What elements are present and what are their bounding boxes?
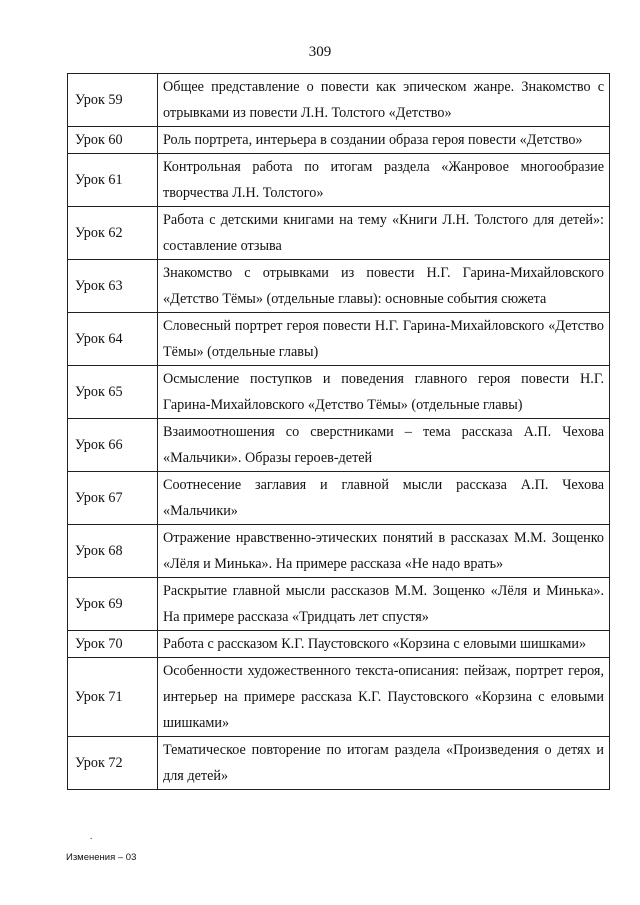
lesson-topic: Словесный портрет героя повести Н.Г. Гарина-Михайловского «Детство Тёмы» (отдельные главы) [158,313,610,366]
lesson-topic: Осмысление поступков и поведения главного героя повести Н.Г. Гарина-Михайловского «Детство Тёмы» (отдельные главы) [158,366,610,419]
page-number: 309 [308,44,332,60]
lesson-topic: Контрольная работа по итогам раздела «Жанровое многообразие творчества Л.Н. Толстого» [158,154,610,207]
table-row [68,154,610,207]
lesson-number: Урок 68 [68,525,158,578]
lesson-number: Урок 67 [68,472,158,525]
lesson-topic: Тематическое повторение по итогам раздела «Произведения о детях и для детей» [158,737,610,790]
lesson-topic: Знакомство с отрывками из повести Н.Г. Гарина-Михайловского «Детство Тёмы» (отдельные главы): основные события сюжета [158,260,610,313]
lesson-number: Урок 59 [68,74,158,127]
table-row [68,127,610,154]
lesson-topic: Отражение нравственно-этических понятий в рассказах М.М. Зощенко «Лёля и Минька». На примере рассказа «Не надо врать» [158,525,610,578]
lesson-number: Урок 64 [68,313,158,366]
lesson-topic: Раскрытие главной мысли рассказов М.М. Зощенко «Лёля и Минька». На примере рассказа «Тридцать лет спустя» [158,578,610,631]
lesson-number: Урок 63 [68,260,158,313]
lesson-number: Урок 62 [68,207,158,260]
lesson-plan-table [67,73,610,790]
lesson-topic: Соотнесение заглавия и главной мысли рассказа А.П. Чехова «Мальчики» [158,472,610,525]
lesson-topic: Работа с детскими книгами на тему «Книги Л.Н. Толстого для детей»: составление отзыва [158,207,610,260]
table-row [68,658,610,737]
lesson-topic: Работа с рассказом К.Г. Паустовского «Корзина с еловыми шишками» [158,631,610,658]
lesson-number: Урок 65 [68,366,158,419]
lesson-topic: Взаимоотношения со сверстниками – тема рассказа А.П. Чехова «Мальчики». Образы героев-детей [158,419,610,472]
lesson-topic: Роль портрета, интерьера в создании образа героя повести «Детство» [158,127,610,154]
table-row [68,419,610,472]
table-row [68,366,610,419]
table-row [68,207,610,260]
table-row [68,260,610,313]
lesson-topic: Общее представление о повести как эпическом жанре. Знакомство с отрывками из повести Л.Н. Толстого «Детство» [158,74,610,127]
lesson-number: Урок 70 [68,631,158,658]
lesson-number: Урок 71 [68,658,158,737]
table-row [68,578,610,631]
lesson-number: Урок 72 [68,737,158,790]
table-row [68,472,610,525]
table-row [68,74,610,127]
lesson-number: Урок 66 [68,419,158,472]
lesson-number: Урок 61 [68,154,158,207]
lesson-topic: Особенности художественного текста-описания: пейзаж, портрет героя, интерьер на примере рассказа К.Г. Паустовского «Корзина с еловыми шишками» [158,658,610,737]
table-row [68,525,610,578]
lesson-number: Урок 60 [68,127,158,154]
scan-mark: . [90,831,93,841]
table-row [68,313,610,366]
table-row [68,631,610,658]
table-row [68,737,610,790]
lesson-number: Урок 69 [68,578,158,631]
footer-revision: Изменения – 03 [66,852,137,863]
